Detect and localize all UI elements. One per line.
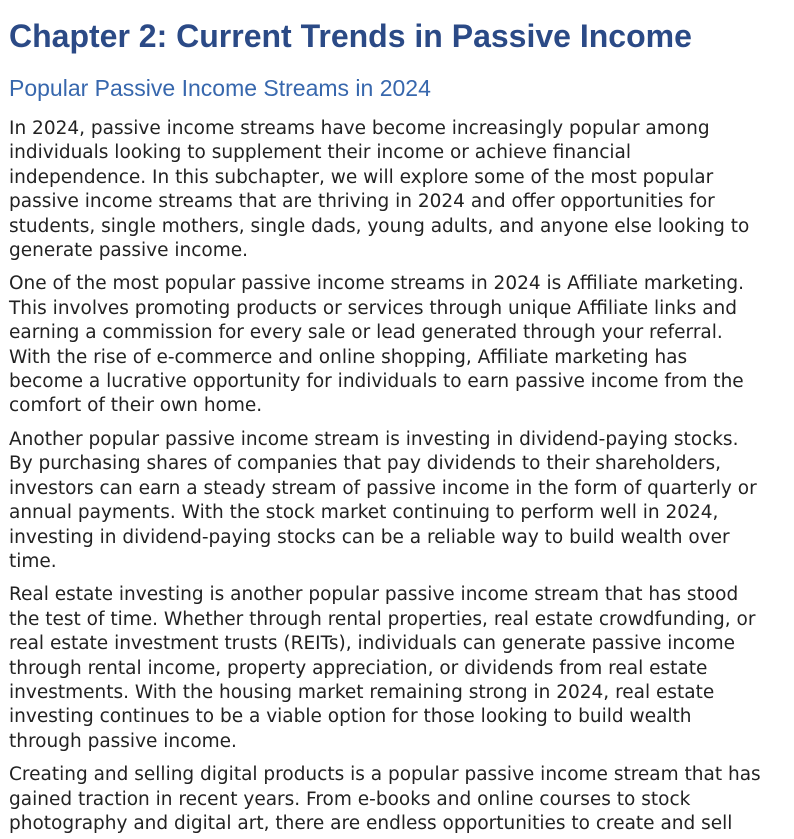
paragraph-line: generate passive income. [9, 240, 249, 262]
paragraph-line: through rental income, property appreciation, or dividends from real estate [9, 657, 708, 679]
chapter-title: Chapter 2: Current Trends in Passive Income [9, 18, 692, 54]
paragraph-intro [9, 117, 778, 263]
paragraph-line: Real estate investing is another popular passive income stream that has stood [9, 584, 739, 606]
section-heading: Popular Passive Income Streams in 2024 [9, 75, 431, 101]
paragraph-line: independence. In this subchapter, we will explore some of the most popular [9, 166, 714, 188]
paragraph-line: investors can earn a steady stream of passive income in the form of quarterly or [9, 477, 757, 499]
paragraph-line: annual payments. With the stock market continuing to perform well in 2024, [9, 502, 719, 524]
paragraph-line: This involves promoting products or services through unique Affiliate links and [9, 297, 738, 319]
paragraph-line: By purchasing shares of companies that pay dividends to their shareholders, [9, 453, 722, 475]
paragraph-line: One of the most popular passive income streams in 2024 is Affiliate marketing. [9, 273, 744, 295]
paragraph-line: time. [9, 550, 57, 572]
paragraph-line: real estate investment trusts (REITs), individuals can generate passive income [9, 633, 736, 655]
paragraph-line: Creating and selling digital products is a popular passive income stream that has [9, 764, 761, 786]
paragraph-line: passive income streams that are thriving in 2024 and offer opportunities for [9, 191, 715, 213]
paragraph-affiliate-marketing [9, 272, 778, 418]
paragraph-line: investing continues to be a viable option for those looking to build wealth [9, 706, 692, 728]
paragraph-line: become a lucrative opportunity for individuals to earn passive income from the [9, 371, 744, 393]
paragraph-real-estate [9, 583, 778, 754]
paragraph-line: earning a commission for every sale or lead generated through your referral. [9, 322, 723, 344]
paragraph-line: through passive income. [9, 730, 237, 752]
paragraph-line: individuals looking to supplement their income or achieve financial [9, 142, 631, 164]
paragraph-line: With the rise of e-commerce and online shopping, Affiliate marketing has [9, 346, 688, 368]
paragraph-digital-products [9, 763, 778, 836]
paragraph-line: the test of time. Whether through rental properties, real estate crowdfunding, or [9, 608, 756, 630]
paragraph-line: comfort of their own home. [9, 395, 263, 417]
paragraph-line: investments. With the housing market remaining strong in 2024, real estate [9, 681, 715, 703]
paragraph-line: In 2024, passive income streams have become increasingly popular among [9, 118, 710, 139]
paragraph-dividend-stocks [9, 428, 778, 574]
paragraph-line: gained traction in recent years. From e-books and online courses to stock [9, 788, 691, 810]
paragraph-line: students, single mothers, single dads, young adults, and anyone else looking to [9, 215, 750, 237]
paragraph-line: Another popular passive income stream is investing in dividend-paying stocks. [9, 428, 739, 450]
paragraph-line: photography and digital art, there are endless opportunities to create and sell [9, 812, 733, 834]
paragraph-line: investing in dividend-paying stocks can be a reliable way to build wealth over [9, 526, 730, 548]
